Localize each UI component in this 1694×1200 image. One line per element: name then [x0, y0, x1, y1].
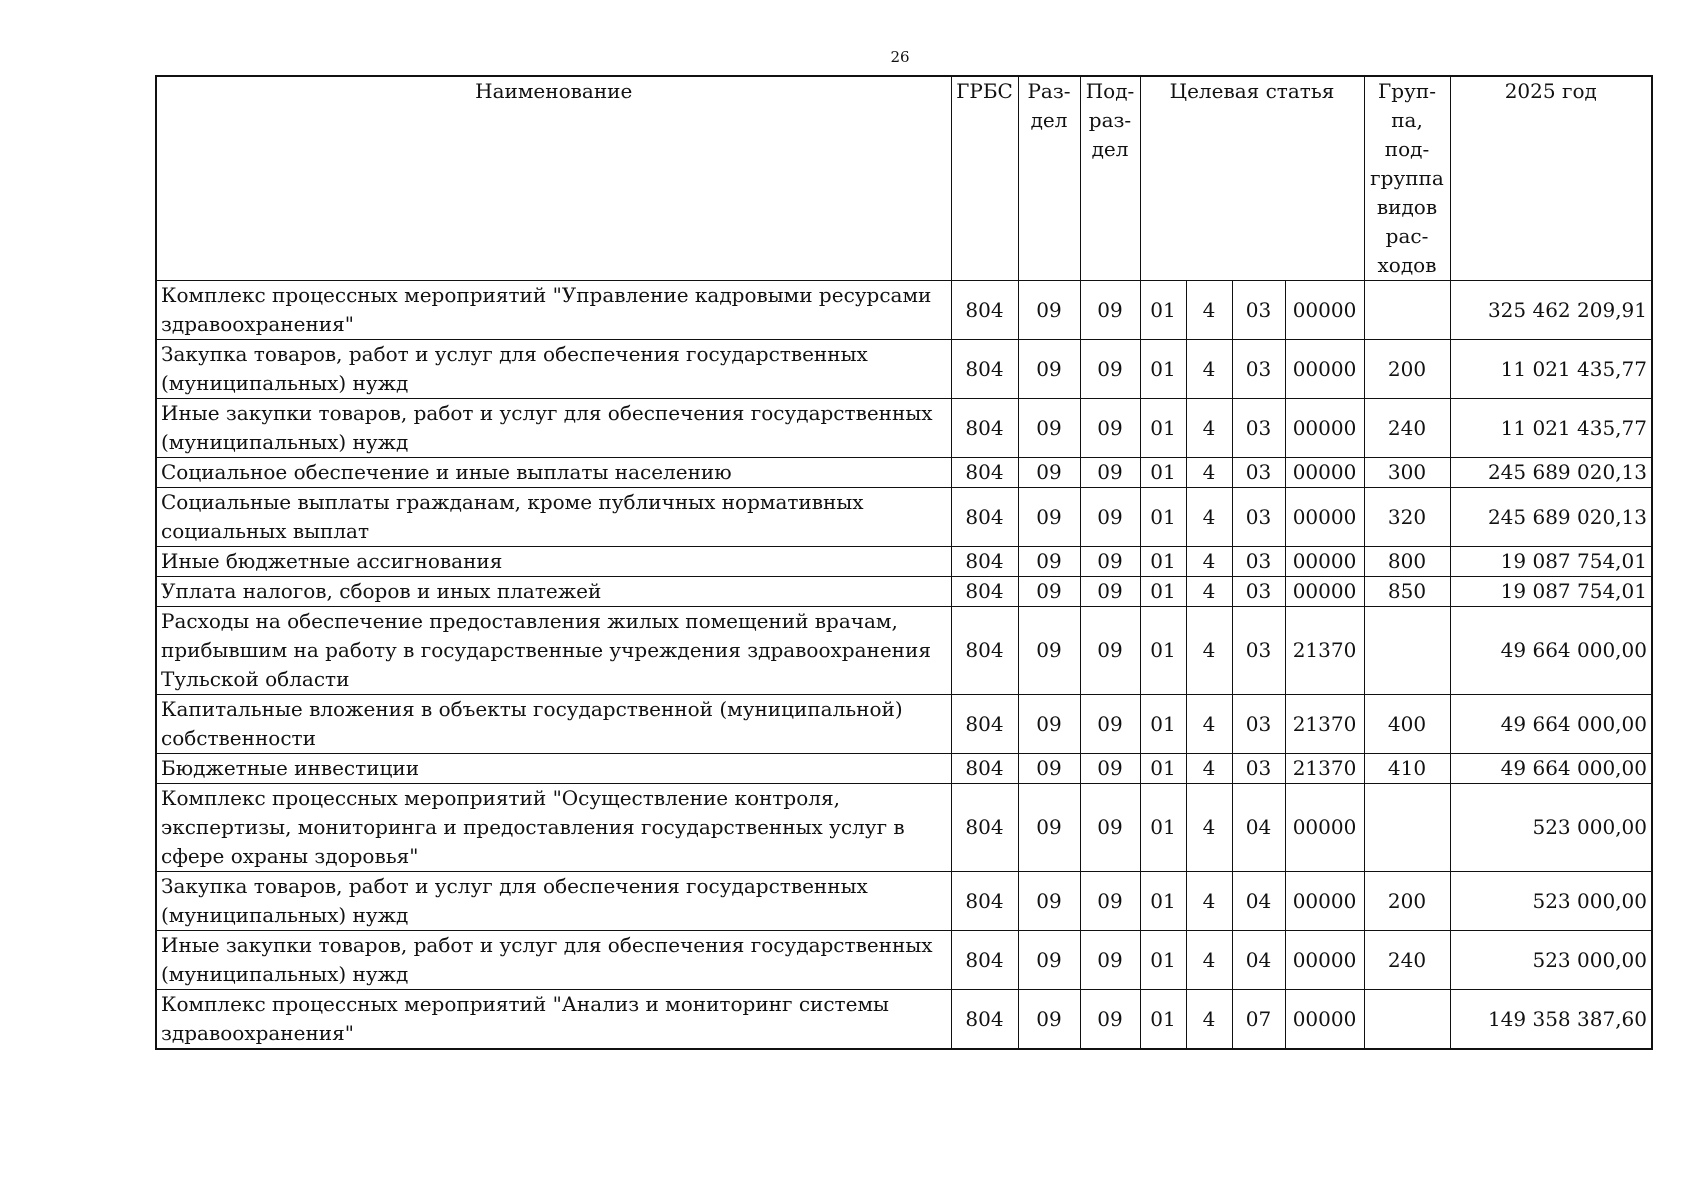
- header-name: Наименование: [156, 76, 951, 281]
- row-name: Иные закупки товаров, работ и услуг для обеспечения государственных (муниципальных) нужд: [156, 931, 951, 990]
- row-target-direction: 00000: [1285, 872, 1364, 931]
- row-subsection: 09: [1080, 399, 1140, 458]
- row-subsection: 09: [1080, 340, 1140, 399]
- row-section: 09: [1018, 784, 1080, 872]
- row-target-type: 4: [1186, 931, 1232, 990]
- row-amount: 49 664 000,00: [1450, 695, 1652, 754]
- row-name: Комплекс процессных мероприятий "Управление кадровыми ресурсами здравоохранения": [156, 281, 951, 340]
- row-subsection: 09: [1080, 547, 1140, 577]
- row-subsection: 09: [1080, 754, 1140, 784]
- row-grbs: 804: [951, 488, 1018, 547]
- row-target-type: 4: [1186, 754, 1232, 784]
- row-target-direction: 00000: [1285, 281, 1364, 340]
- table-row: [156, 399, 1652, 458]
- row-target-complex: 03: [1232, 340, 1285, 399]
- row-target-complex: 04: [1232, 931, 1285, 990]
- row-section: 09: [1018, 547, 1080, 577]
- header-target-article: Целевая статья: [1140, 76, 1364, 281]
- row-subsection: 09: [1080, 784, 1140, 872]
- row-target-type: 4: [1186, 488, 1232, 547]
- row-target-complex: 03: [1232, 607, 1285, 695]
- row-amount: 523 000,00: [1450, 872, 1652, 931]
- row-target-type: 4: [1186, 399, 1232, 458]
- row-target-type: 4: [1186, 990, 1232, 1050]
- row-expense-group: 320: [1364, 488, 1450, 547]
- row-expense-group: [1364, 784, 1450, 872]
- page-number: 26: [890, 48, 910, 66]
- row-target-program: 01: [1140, 784, 1186, 872]
- row-section: 09: [1018, 399, 1080, 458]
- row-expense-group: 200: [1364, 340, 1450, 399]
- row-name: Капитальные вложения в объекты государственной (муниципальной) собственности: [156, 695, 951, 754]
- row-target-program: 01: [1140, 340, 1186, 399]
- row-expense-group: 800: [1364, 547, 1450, 577]
- row-amount: 19 087 754,01: [1450, 547, 1652, 577]
- row-subsection: 09: [1080, 488, 1140, 547]
- row-target-program: 01: [1140, 695, 1186, 754]
- row-target-complex: 03: [1232, 399, 1285, 458]
- row-subsection: 09: [1080, 458, 1140, 488]
- row-target-complex: 03: [1232, 458, 1285, 488]
- row-grbs: 804: [951, 784, 1018, 872]
- row-section: 09: [1018, 695, 1080, 754]
- row-section: 09: [1018, 340, 1080, 399]
- row-target-program: 01: [1140, 547, 1186, 577]
- row-target-program: 01: [1140, 754, 1186, 784]
- row-target-complex: 03: [1232, 488, 1285, 547]
- row-grbs: 804: [951, 931, 1018, 990]
- row-expense-group: [1364, 281, 1450, 340]
- row-target-program: 01: [1140, 577, 1186, 607]
- row-section: 09: [1018, 458, 1080, 488]
- row-section: 09: [1018, 281, 1080, 340]
- row-grbs: 804: [951, 695, 1018, 754]
- table-row: [156, 754, 1652, 784]
- table-header: [156, 76, 1652, 281]
- table-row: [156, 488, 1652, 547]
- table-row: [156, 695, 1652, 754]
- row-name: Комплекс процессных мероприятий "Анализ и мониторинг системы здравоохранения": [156, 990, 951, 1050]
- row-amount: 245 689 020,13: [1450, 458, 1652, 488]
- row-grbs: 804: [951, 547, 1018, 577]
- header-expense-group: Груп- па, под- группа видов рас- ходов: [1364, 76, 1450, 281]
- row-target-complex: 03: [1232, 754, 1285, 784]
- row-target-direction: 00000: [1285, 340, 1364, 399]
- row-amount: 11 021 435,77: [1450, 340, 1652, 399]
- row-target-type: 4: [1186, 872, 1232, 931]
- table-row: [156, 931, 1652, 990]
- row-target-complex: 07: [1232, 990, 1285, 1050]
- row-amount: 523 000,00: [1450, 784, 1652, 872]
- table-row: [156, 577, 1652, 607]
- row-amount: 19 087 754,01: [1450, 577, 1652, 607]
- row-grbs: 804: [951, 990, 1018, 1050]
- row-subsection: 09: [1080, 607, 1140, 695]
- row-expense-group: [1364, 607, 1450, 695]
- row-target-program: 01: [1140, 488, 1186, 547]
- row-target-direction: 00000: [1285, 399, 1364, 458]
- row-grbs: 804: [951, 754, 1018, 784]
- row-section: 09: [1018, 872, 1080, 931]
- row-name: Комплекс процессных мероприятий "Осуществление контроля, экспертизы, мониторинга и предоставления государственных услуг в сфере охраны здоровья": [156, 784, 951, 872]
- header-year: 2025 год: [1450, 76, 1652, 281]
- table-row: [156, 872, 1652, 931]
- row-target-complex: 04: [1232, 872, 1285, 931]
- row-target-direction: 00000: [1285, 577, 1364, 607]
- row-section: 09: [1018, 931, 1080, 990]
- header-subsection: Под- раз- дел: [1080, 76, 1140, 281]
- table-body: [156, 281, 1652, 1050]
- row-grbs: 804: [951, 340, 1018, 399]
- row-target-program: 01: [1140, 990, 1186, 1050]
- row-target-direction: 00000: [1285, 458, 1364, 488]
- table-row: [156, 784, 1652, 872]
- row-name: Уплата налогов, сборов и иных платежей: [156, 577, 951, 607]
- table-row: [156, 547, 1652, 577]
- row-expense-group: 200: [1364, 872, 1450, 931]
- row-amount: 325 462 209,91: [1450, 281, 1652, 340]
- row-grbs: 804: [951, 399, 1018, 458]
- row-target-program: 01: [1140, 931, 1186, 990]
- row-amount: 523 000,00: [1450, 931, 1652, 990]
- row-target-complex: 04: [1232, 784, 1285, 872]
- row-name: Иные бюджетные ассигнования: [156, 547, 951, 577]
- table-row: [156, 340, 1652, 399]
- row-target-program: 01: [1140, 281, 1186, 340]
- row-section: 09: [1018, 577, 1080, 607]
- row-expense-group: [1364, 990, 1450, 1050]
- table-row: [156, 458, 1652, 488]
- row-amount: 11 021 435,77: [1450, 399, 1652, 458]
- row-section: 09: [1018, 990, 1080, 1050]
- row-target-direction: 00000: [1285, 784, 1364, 872]
- budget-table: [155, 75, 1653, 1050]
- row-target-direction: 21370: [1285, 695, 1364, 754]
- row-expense-group: 410: [1364, 754, 1450, 784]
- row-target-direction: 00000: [1285, 990, 1364, 1050]
- row-subsection: 09: [1080, 872, 1140, 931]
- row-target-program: 01: [1140, 399, 1186, 458]
- row-expense-group: 400: [1364, 695, 1450, 754]
- row-grbs: 804: [951, 458, 1018, 488]
- row-grbs: 804: [951, 872, 1018, 931]
- row-target-type: 4: [1186, 547, 1232, 577]
- row-subsection: 09: [1080, 990, 1140, 1050]
- row-section: 09: [1018, 754, 1080, 784]
- header-row: [156, 76, 1652, 281]
- row-target-direction: 21370: [1285, 754, 1364, 784]
- row-name: Бюджетные инвестиции: [156, 754, 951, 784]
- row-target-direction: 00000: [1285, 931, 1364, 990]
- row-target-program: 01: [1140, 872, 1186, 931]
- row-name: Иные закупки товаров, работ и услуг для обеспечения государственных (муниципальных) нужд: [156, 399, 951, 458]
- row-target-type: 4: [1186, 458, 1232, 488]
- row-target-program: 01: [1140, 607, 1186, 695]
- row-target-complex: 03: [1232, 281, 1285, 340]
- row-name: Социальное обеспечение и иные выплаты населению: [156, 458, 951, 488]
- row-amount: 149 358 387,60: [1450, 990, 1652, 1050]
- table-row: [156, 607, 1652, 695]
- row-amount: 49 664 000,00: [1450, 607, 1652, 695]
- row-section: 09: [1018, 488, 1080, 547]
- row-target-complex: 03: [1232, 577, 1285, 607]
- row-target-complex: 03: [1232, 695, 1285, 754]
- row-amount: 49 664 000,00: [1450, 754, 1652, 784]
- row-target-type: 4: [1186, 577, 1232, 607]
- row-expense-group: 850: [1364, 577, 1450, 607]
- row-target-type: 4: [1186, 281, 1232, 340]
- header-section: Раз- дел: [1018, 76, 1080, 281]
- row-target-type: 4: [1186, 607, 1232, 695]
- table-row: [156, 990, 1652, 1050]
- row-target-complex: 03: [1232, 547, 1285, 577]
- row-target-type: 4: [1186, 784, 1232, 872]
- row-subsection: 09: [1080, 577, 1140, 607]
- row-grbs: 804: [951, 577, 1018, 607]
- row-grbs: 804: [951, 281, 1018, 340]
- row-name: Социальные выплаты гражданам, кроме публичных нормативных социальных выплат: [156, 488, 951, 547]
- header-grbs: ГРБС: [951, 76, 1018, 281]
- row-target-direction: 00000: [1285, 547, 1364, 577]
- row-target-direction: 21370: [1285, 607, 1364, 695]
- row-name: Расходы на обеспечение предоставления жилых помещений врачам, прибывшим на работу в государственные учреждения здравоохранения Тульской области: [156, 607, 951, 695]
- row-expense-group: 240: [1364, 931, 1450, 990]
- row-name: Закупка товаров, работ и услуг для обеспечения государственных (муниципальных) нужд: [156, 340, 951, 399]
- row-amount: 245 689 020,13: [1450, 488, 1652, 547]
- row-target-program: 01: [1140, 458, 1186, 488]
- row-name: Закупка товаров, работ и услуг для обеспечения государственных (муниципальных) нужд: [156, 872, 951, 931]
- row-expense-group: 300: [1364, 458, 1450, 488]
- row-grbs: 804: [951, 607, 1018, 695]
- row-subsection: 09: [1080, 931, 1140, 990]
- row-subsection: 09: [1080, 281, 1140, 340]
- row-target-type: 4: [1186, 340, 1232, 399]
- row-expense-group: 240: [1364, 399, 1450, 458]
- table-row: [156, 281, 1652, 340]
- row-subsection: 09: [1080, 695, 1140, 754]
- row-section: 09: [1018, 607, 1080, 695]
- row-target-type: 4: [1186, 695, 1232, 754]
- row-target-direction: 00000: [1285, 488, 1364, 547]
